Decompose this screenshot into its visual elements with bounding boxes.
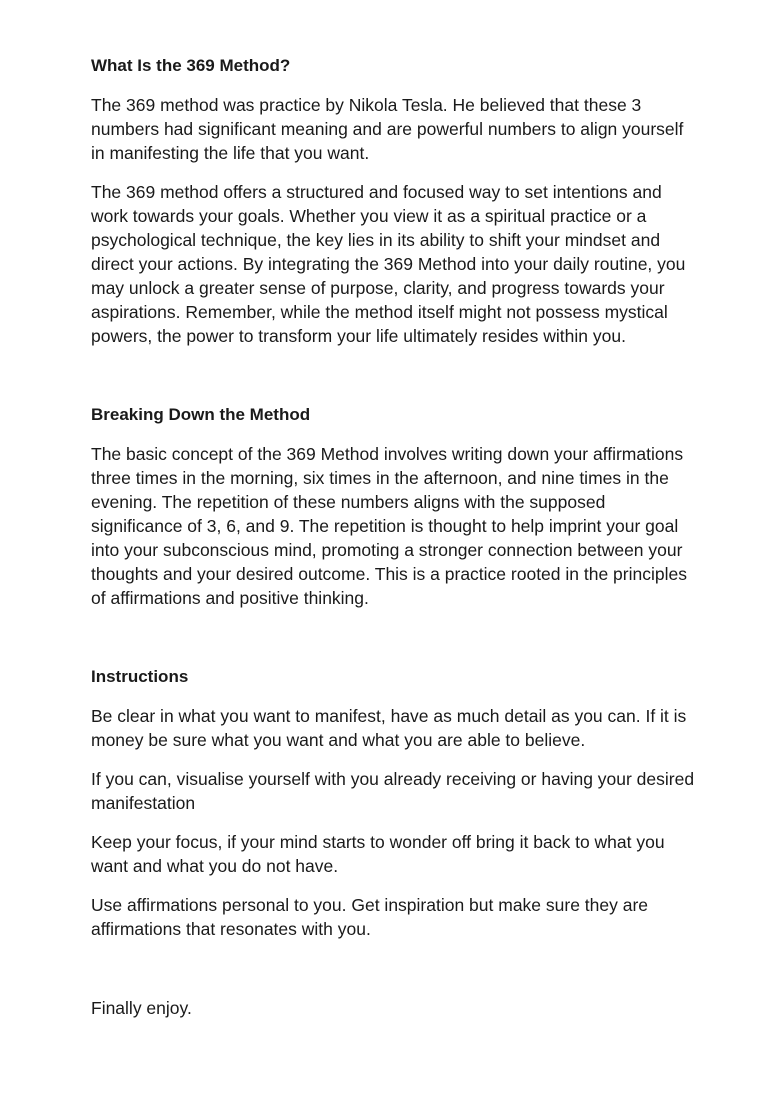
paragraph: The basic concept of the 369 Method involves writing down your affirmations three times in the morning, six times in the afternoon, and nine times in the evening. The repetition of these numbers aligns with the supposed significance of 3, 6, and 9. The repetition is thought to help imprint your goal into your subconscious mind, promoting a stronger connection between your thoughts and your desired outcome. This is a practice rooted in the principles of affirmations and positive thinking.: [91, 444, 687, 608]
instruction-paragraph: Use affirmations personal to you. Get inspiration but make sure they are affirmations that resonates with you.: [91, 895, 649, 939]
section-instructions: [91, 665, 697, 941]
section-heading: Breaking Down the Method: [91, 405, 311, 424]
instruction-paragraph: If you can, visualise yourself with you already receiving or having your desired manifestation: [91, 769, 695, 813]
paragraph: The 369 method offers a structured and focused way to set intentions and work towards your goals. Whether you view it as a spiritual practice or a psychological technique, the key lies in its ability to shift your mindset and direct your actions. By integrating the 369 Method into your daily routine, you may unlock a greater sense of purpose, clarity, and progress towards your aspirations. Remember, while the method itself might not possess mystical powers, the power to transform your life ultimately resides within you.: [91, 182, 686, 346]
section-breaking-down: [91, 403, 697, 610]
document-page: [91, 54, 697, 1035]
section-369-method: [91, 54, 697, 348]
paragraph: The 369 method was practice by Nikola Tesla. He believed that these 3 numbers had significant meaning and are powerful numbers to align yourself in manifesting the life that you want.: [91, 95, 684, 163]
spacer: [91, 363, 697, 403]
spacer: [91, 625, 697, 665]
section-heading: Instructions: [91, 667, 189, 686]
section-heading: What Is the 369 Method?: [91, 56, 291, 75]
closing-line: Finally enjoy.: [91, 998, 192, 1018]
spacer: [91, 956, 697, 996]
instruction-paragraph: Keep your focus, if your mind starts to wonder off bring it back to what you want and what you do not have.: [91, 832, 665, 876]
instruction-paragraph: Be clear in what you want to manifest, have as much detail as you can. If it is money be sure what you want and what you are able to believe.: [91, 706, 687, 750]
